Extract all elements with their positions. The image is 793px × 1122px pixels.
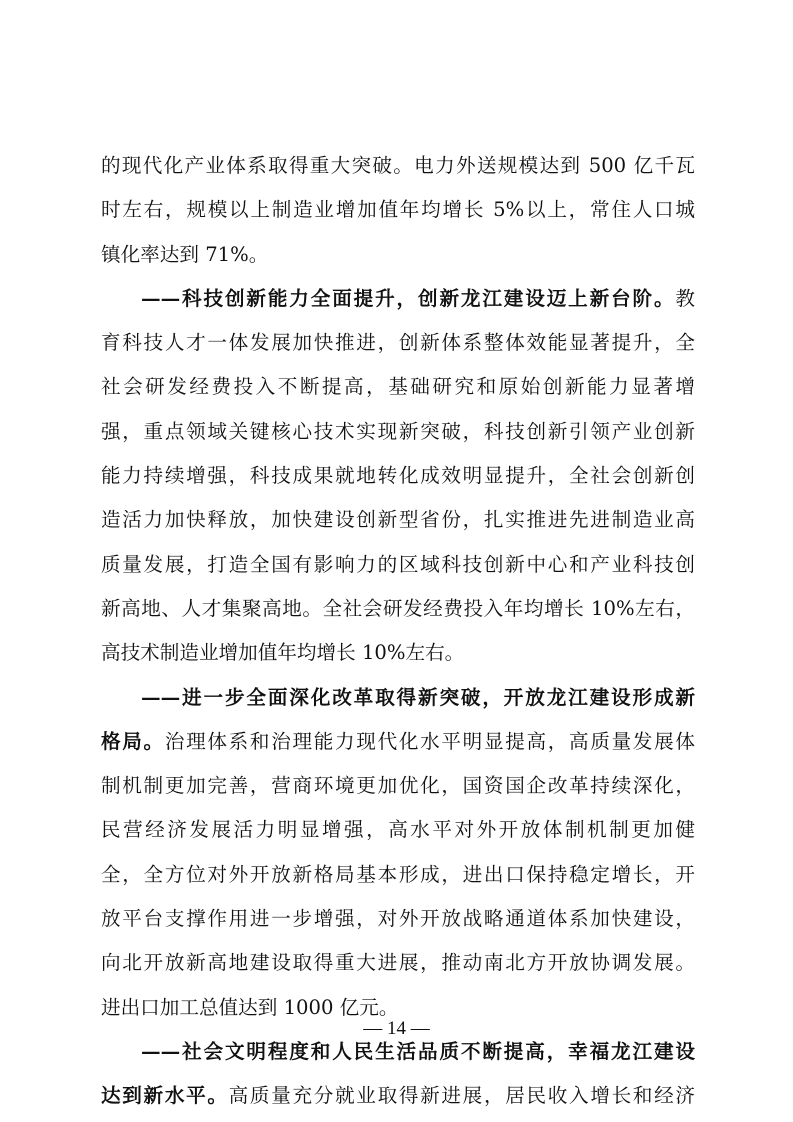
text-line: 格局。治理体系和治理能力现代化水平明显提高，高质量发展体 — [101, 729, 696, 753]
text-line: 全，全方位对外开放新格局基本形成，进出口保持稳定增长，开 — [101, 862, 695, 886]
section-heading: 达到新水平。 — [101, 1084, 229, 1108]
text-line: 民营经济发展活力明显增强，高水平对外开放体制机制更加健 — [101, 818, 695, 842]
text-line — [101, 676, 695, 720]
text-line: 强，重点领域关键核心技术实现新突破，科技创新引领产业创新 — [101, 419, 695, 443]
text-line: 的现代化产业体系取得重大突破。电力外送规模达到 500 亿千瓦 — [101, 154, 695, 177]
text-line: 育科技人才一体发展加快推进，创新体系整体效能显著提升，全 — [101, 331, 695, 355]
text-line: 社会研发经费投入不断提高，基础研究和原始创新能力显著增 — [101, 375, 695, 399]
text-line: 制机制更加完善，营商环境更加优化，国资国企改革持续深化， — [101, 774, 695, 798]
text-line: 质量发展，打造全国有影响力的区域科技创新中心和产业科技创 — [101, 552, 695, 576]
text-line: 放平台支撑作用进一步增强，对外开放战略通道体系加快建设， — [101, 907, 695, 931]
text-line: 时左右，规模以上制造业增加值年均增长 5%以上，常住人口城 — [101, 198, 695, 222]
section-heading: ——科技创新能力全面提升，创新龙江建设迈上新台阶。 — [141, 286, 676, 310]
text-line: 达到新水平。高质量充分就业取得新进展，居民收入增长和经济 — [101, 1084, 696, 1108]
text-line: 新高地、人才集聚高地。全社会研发经费投入年均增长 10%左右， — [101, 596, 695, 620]
section-heading: ——进一步全面深化改革取得新突破，开放龙江建设形成新 — [141, 685, 695, 709]
text-line: ——科技创新能力全面提升，创新龙江建设迈上新台阶。教 — [141, 286, 695, 310]
section-heading: 格局。 — [101, 729, 165, 753]
text-line: 进出口加工总值达到 1000 亿元。 — [101, 995, 399, 1019]
text-line: 高技术制造业增加值年均增长 10%左右。 — [101, 641, 465, 665]
text-line: 能力持续增强，科技成果就地转化成效明显提升，全社会创新创 — [101, 464, 695, 488]
text-line: 向北开放新高地建设取得重大进展，推动南北方开放协调发展。 — [101, 951, 695, 975]
page-number: — 14 — — [363, 1018, 430, 1039]
text-line: 镇化率达到 71%。 — [101, 242, 269, 266]
text-line: 造活力加快释放，加快建设创新型省份，扎实推进先进制造业高 — [101, 508, 695, 532]
section-heading: ——社会文明程度和人民生活品质不断提高，幸福龙江建设 — [141, 1039, 695, 1063]
document-body — [101, 144, 695, 1119]
